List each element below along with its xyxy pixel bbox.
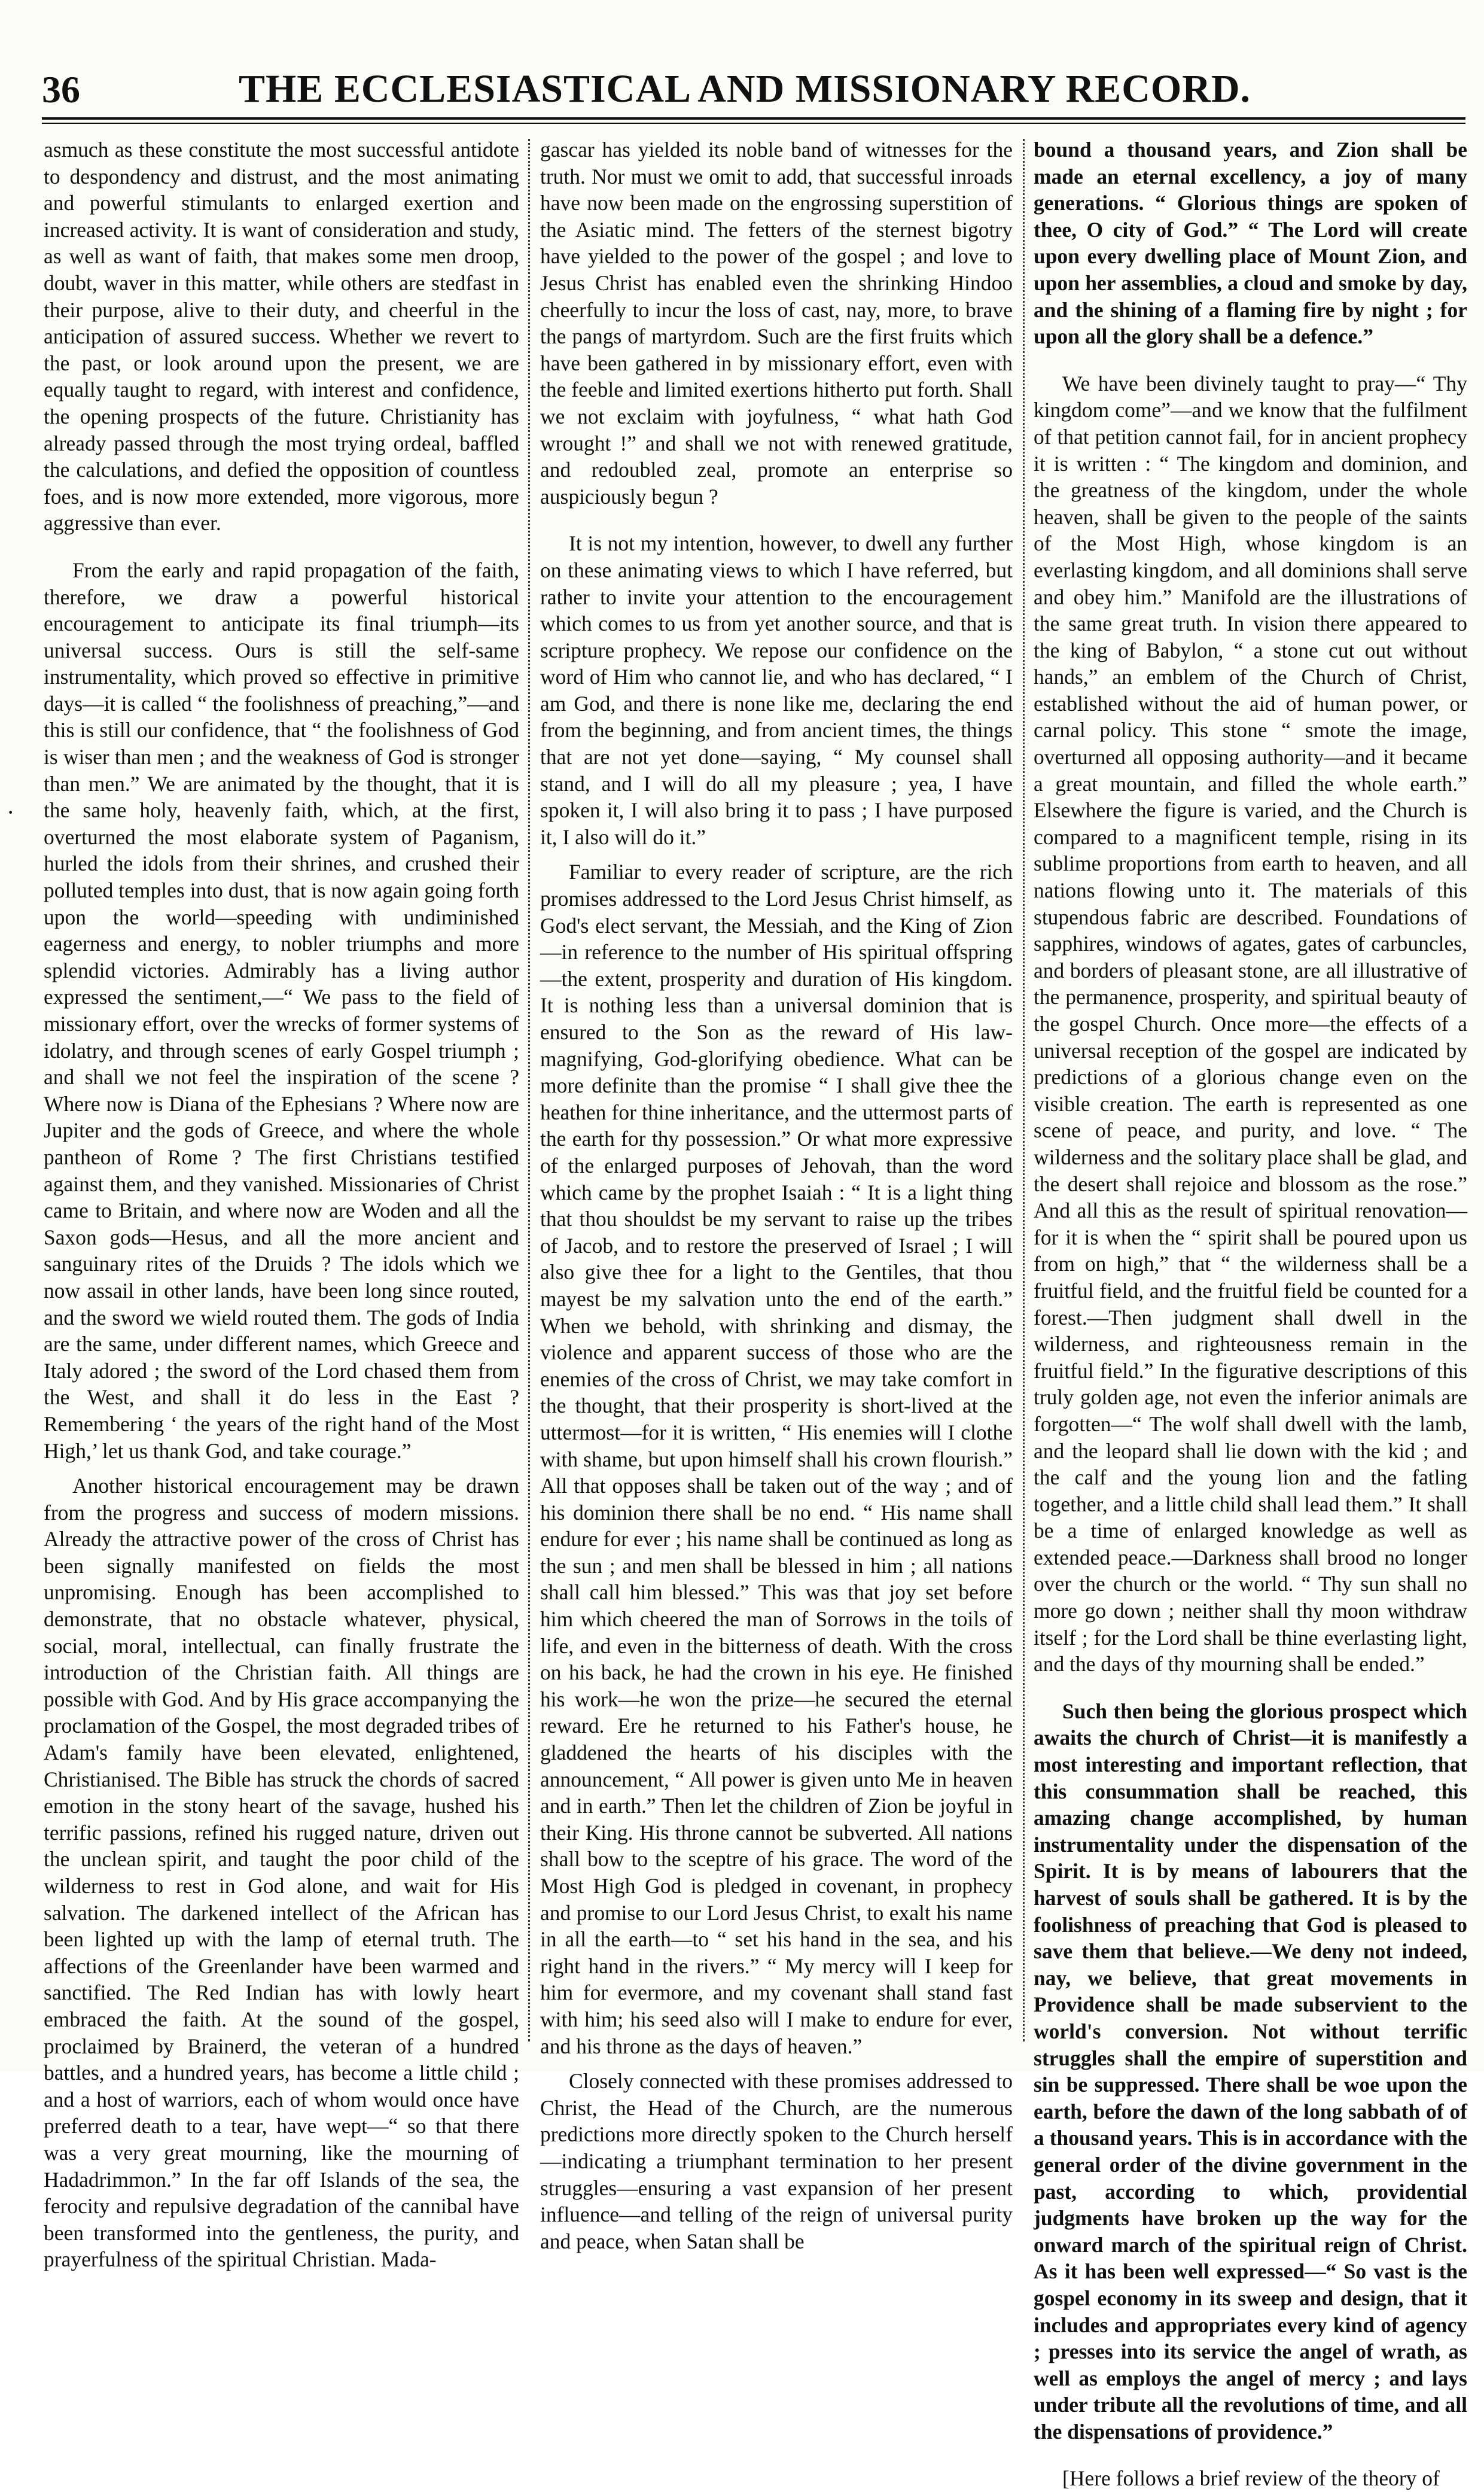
margin-mark: · xyxy=(7,799,15,826)
running-title: THE ECCLESIASTICAL AND MISSIONARY RECORD. xyxy=(238,67,1251,111)
column-right-paragraph-1: bound a thousand years, and Zion shall be made an eternal excellency, a joy of many generations. “ Glorious things are spoken of thee, O city of God.” “ The Lord will create upon every dwelling place of Mount Zion, and upon her assemblies, a cloud and smoke by day, and the shining of a flaming fire by night ; for upon all the glory shall be a defence.” xyxy=(1034,138,1467,349)
column-divider-right xyxy=(1023,139,1025,2041)
column-middle-paragraph-4: Closely connected with these promises addressed to Christ, the Head of the Church, are the numerous predictions more directly spoken to the Church herself—indicating a triumphant termination to her present struggles—ensuring a vast expansion of her present influence—and telling of the reign of universal purity and peace, when Satan shall be xyxy=(540,2069,1013,2253)
column-middle-paragraph-3: Familiar to every reader of scripture, are the rich promises addressed to the Lord Jesus Christ himself, as God's elect servant, the Messiah, and the King of Zion—in reference to the number of His spiritual offspring—the extent, prosperity and duration of His kingdom. It is nothing less than a universal dominion that is ensured to the Son as the reward of His law-magnifying, God-glorifying obedience. What can be more definite than the promise “ I shall give thee the heathen for thine inheritance, and the uttermost parts of the earth for thy possession.” Or what more expressive of the enlarged purposes of Jehovah, than the word which came by the prophet Isaiah : “ It is a light thing that thou shouldst be my servant to raise up the tribes of Jacob, and to restore the preserved of Israel ; I will also give thee for a light to the Gentiles, that thou mayest be my salvation unto the end of the earth.” When we behold, with shrinking and dismay, the violence and apparent success of those who are the enemies of the cross of Christ, we may take comfort in the thought, that their prosperity is short-lived at the uttermost—for it is written, “ His enemies will I clothe with shame, but upon himself shall his crown flourish.” All that opposes shall be taken out of the way ; and of his dominion there shall be no end. “ His name shall endure for ever ; his name shall be continued as long as the sun ; and men shall be blessed in him ; all nations shall call him blessed.” This was that joy set before him which cheered the man of Sorrows in the toils of life, and even in the bitterness of death. With the cross on his back, he had the crown in his eye. He finished his work—he won the prize—he secured the eternal reward. Ere he returned to his Father's house, he gladdened the hearts of his disciples with the announcement, “ All power is given unto Me in heaven and in earth.” Then let the children of Zion be joyful in their King. His throne cannot be subverted. All nations shall bow to the sceptre of his grace. The word of the Most High God is pledged in covenant, in prophecy and promise to our Lord Jesus Christ, to exalt his name in all the earth—to “ set his hand in the sea, and his right hand in the rivers.” “ My mercy will I keep for him for evermore, and my covenant shall stand fast with him; his seed also will I make to endure for ever, and his throne as the days of heaven.” xyxy=(540,860,1013,2058)
column-right-paragraph-3: Such then being the glorious prospect which awaits the church of Christ—it is manifestly a most interesting and important reflection, that this consummation shall be reached, this amazing change accomplished, by human instrumentality under the dispensation of the Spirit. It is by means of labourers that the harvest of souls shall be gathered. It is by the foolishness of preaching that God is pleased to save them that believe.—We deny not indeed, nay, we believe, that great movements in Providence shall be made subservient to the world's conversion. Not without terrific struggles shall the empire of superstition and sin be suppressed. There shall be woe upon the earth, before the dawn of the long sabbath of of a thousand years. This is in accordance with the general order of the divine government in the past, according to which, providential judgments have broken up the way for the onward march of the spiritual reign of Christ. As it has been well expressed—“ So vast is the gospel economy in its sweep and design, that it includes and appropriates every kind of agency ; presses into its service the angel of wrath, as well as employs the angel of mercy ; and lays under tribute all the revolutions of time, and all the dispensations of providence.” xyxy=(1034,1699,1467,2444)
column-right-paragraph-2: We have been divinely taught to pray—“ Thy kingdom come”—and we know that the fulfilment of that petition cannot fail, for in ancient prophecy it is written : “ The kingdom and dominion, and the greatness of the kingdom, under the whole heaven, shall be given to the people of the saints of the Most High, whose kingdom is an everlasting kingdom, and all dominions shall serve and obey him.” Manifold are the illustrations of the same great truth. In vision there appeared to the king of Babylon, “ a stone cut out without hands,” an emblem of the Church of Christ, established without the aid of human power, or carnal policy. This stone “ smote the image, overturned all opposing authority—and it became a great mountain, and filled the whole earth.” Elsewhere the figure is varied, and the Church is compared to a magnificent temple, rising in its sublime proportions from earth to heaven, and all nations flowing unto it. The materials of this stupendous fabric are described. Foundations of sapphires, windows of agates, gates of carbuncles, and borders of pleasant stone, are all illustrative of the permanence, prosperity, and spiritual beauty of the gospel Church. Once more—the effects of a universal reception of the gospel are indicated by predictions of a glorious change even on the visible creation. The earth is represented as one scene of peace, and purity, and love. “ The wilderness and the solitary place shall be glad, and the desert shall rejoice and blossom as the rose.” And all this as the result of spiritual renovation—for it is when the “ spirit shall be poured upon us from on high,” that “ the wilderness shall be a fruitful field, and the fruitful field be counted for a forest.—Then judgment shall dwell in the wilderness, and righteousness remain in the fruitful field.” In the figurative descriptions of this truly golden age, not even the inferior animals are forgotten—“ The wolf shall dwell with the lamb, and the leopard shall lie down with the kid ; and the calf and the young lion and the fatling together, and a little child shall lead them.” It shall be a time of enlarged knowledge as well as extended peace.—Darkness shall brood no longer over the church or the world. “ Thy sun shall no more go down ; neither shall thy moon withdraw itself ; for the Lord shall be thine everlasting light, and the days of thy mourning shall be ended.” xyxy=(1034,371,1467,1676)
column-right-paragraph-4: [Here follows a brief review of the theory of xyxy=(1062,2466,1440,2491)
column-left-paragraph-1: asmuch as these constitute the most successful antidote to despondency and distrust, and the most animating and powerful stimulants to enlarged exertion and increased activity. It is want of consideration and study, as well as want of faith, that makes some men droop, doubt, waver in this matter, while others are stedfast in their purpose, alive to their duty, and cheerful in the anticipation of assured success. Whether we revert to the past, or look around upon the present, we are equally taught to regard, with interest and confidence, the opening prospects of the future. Christianity has already passed through the most trying ordeal, baffled the calculations, and defied the opposition of countless foes, and is now more extended, more vigorous, more aggressive than ever. xyxy=(44,138,519,535)
column-left xyxy=(44,136,519,2272)
column-middle-paragraph-1: gascar has yielded its noble band of witnesses for the truth. Nor must we omit to add, that successful inroads have now been made on the engrossing superstition of the Asiatic mind. The fetters of the sternest bigotry have yielded to the power of the gospel ; and love to Jesus Christ has enabled even the shrinking Hindoo cheerfully to incur the loss of cast, nay, more, to brave the pangs of martyrdom. Such are the first fruits which have been gathered in by missionary effort, even with the feeble and limited exertions hitherto put forth. Shall we not exclaim with joyfulness, “ what hath God wrought !” and shall we not with renewed gratitude, and redoubled zeal, promote an enterprise so auspiciously begun ? xyxy=(540,138,1013,509)
column-middle xyxy=(540,136,1013,2253)
column-left-paragraph-3: Another historical encouragement may be drawn from the progress and success of modern missions. Already the attractive power of the cross of Christ has been signally manifested on fields the most unpromising. Enough has been accomplished to demonstrate, that no obstacle whatever, physical, social, moral, intellectual, can finally frustrate the introduction of the Christian faith. All things are possible with God. And by His grace accompanying the proclamation of the Gospel, the most degraded tribes of Adam's family have been elevated, enlightened, Christianised. The Bible has struck the chords of sacred emotion in the stony heart of the savage, hushed his terrific passions, refined his rugged nature, driven out the unclean spirit, and taught the poor child of the wilderness to rest in God alone, and wait for His salvation. The darkened intellect of the African has been lighted up with the lamp of eternal truth. The affections of the Greenlander have been warmed and sanctified. The Red Indian has with lowly heart embraced the faith. At the sound of the gospel, proclaimed by Brainerd, the veteran of a hundred battles, and a hundred years, has become a little child ; and a host of warriors, each of whom would once have preferred death to a tear, have wept—“ so that there was a very great mourning, like the mourning of Hadadrimmon.” In the far off Islands of the sea, the ferocity and repulsive degradation of the cannibal have been transformed into the gentleness, the purity, and prayerfulness of the spiritual Christian. Mada- xyxy=(44,1474,519,2272)
column-divider-left xyxy=(528,139,530,2041)
header-rule-thick xyxy=(42,117,1465,120)
column-right xyxy=(1034,136,1467,2491)
header-rule-thin xyxy=(42,123,1465,124)
column-left-paragraph-2: From the early and rapid propagation of the faith, therefore, we draw a powerful historical encouragement to anticipate its final triumph—its universal success. Ours is still the self-same instrumentality, which proved so effective in primitive days—it is called “ the foolishness of preaching,”—and this is still our confidence, that “ the foolishness of God is wiser than men ; and the weakness of God is stronger than men.” We are animated by the thought, that it is the same holy, heavenly faith, which, at the first, overturned the most elaborate system of Paganism, hurled the idols from their shrines, and crushed their polluted temples into dust, that is now again going forth upon the world—speeding with undiminished eagerness and energy, to nobler triumphs and more splendid victories. Admirably has a living author expressed the sentiment,—“ We pass to the field of missionary effort, over the wrecks of former systems of idolatry, and through scenes of early Gospel triumph ; and shall we not feel the inspiration of the scene ? Where now is Diana of the Ephesians ? Where now are Jupiter and the gods of Greece, and where the whole pantheon of Rome ? The first Christians testified against them, and they vanished. Missionaries of Christ came to Britain, and where now are Woden and all the Saxon gods—Hesus, and all the more ancient and sanguinary rites of the Druids ? The idols which we now assail in other lands, have been long since routed, and the sword we wield routed them. The gods of India are the same, under different names, which Greece and Italy adored ; the sword of the Lord chased them from the West, and shall it do less in the East ? Remembering ‘ the years of the right hand of the Most High,’ let us thank God, and take courage.” xyxy=(44,558,519,1463)
column-middle-paragraph-2: It is not my intention, however, to dwell any further on these animating views to which I have referred, but rather to invite your attention to the encouragement which comes to us from yet another source, and that is scripture prophecy. We repose our confidence on the word of Him who cannot lie, and who has declared, “ I am God, and there is none like me, declaring the end from the beginning, and from ancient times, the things that are not yet done—saying, “ My counsel shall stand, and I will do all my pleasure ; yea, I have spoken it, I will also bring it to pass ; I have purposed it, I also will do it.” xyxy=(540,531,1013,849)
page-number: 36 xyxy=(42,68,80,111)
